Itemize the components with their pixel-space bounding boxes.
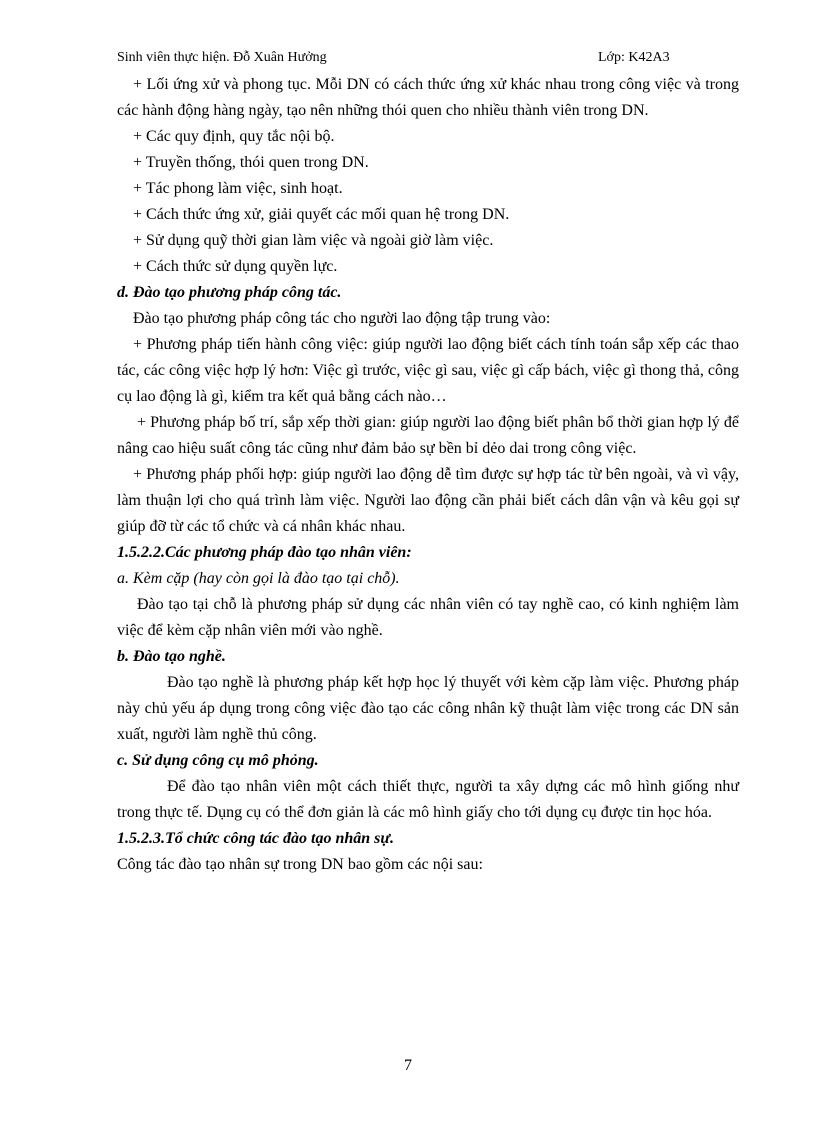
paragraph-intro-d: Đào tạo phương pháp công tác cho người lao động tập trung vào: [133,310,551,327]
page-number: 7 [404,1057,412,1074]
heading-1-5-2-3: 1.5.2.3.Tổ chức công tác đào tạo nhân sự. [117,830,394,847]
heading-d: d. Đào tạo phương pháp công tác. [117,284,342,301]
heading-b: b. Đào tạo nghề. [117,648,226,665]
paragraph-last: Công tác đào tạo nhân sự trong DN bao gồm các nội sau: [117,856,483,873]
paragraph-method-1: + Phương pháp tiến hành công việc: giúp người lao động biết cách tính toán sắp xếp các thao tác, các công việc hợp lý hơn: Việc gì trước, việc gì sau, việc gì cấp bách, việc gì thong thả, công cụ lao động là gì, kiểm tra kết quả bằng cách nào… [117,336,739,405]
list-item: + Sử dụng quỹ thời gian làm việc và ngoài giờ làm việc. [133,232,494,249]
heading-a: a. Kèm cặp (hay còn gọi là đào tạo tại chỗ). [117,570,400,587]
paragraph-customs: + Lối ứng xử và phong tục. Mỗi DN có cách thức ứng xử khác nhau trong công việc và trong các hành động hàng ngày, tạo nên những thói quen cho nhiều thành viên trong DN. [117,76,739,119]
paragraph-b: Đào tạo nghề là phương pháp kết hợp học lý thuyết với kèm cặp làm việc. Phương pháp này chủ yếu áp dụng trong công việc đào tạo các công nhân kỹ thuật làm việc trong các DN sản xuất, người làm nghề thủ công. [117,674,739,743]
list-item: + Tác phong làm việc, sinh hoạt. [133,180,343,197]
document-body [117,72,739,878]
paragraph-a: Đào tạo tại chỗ là phương pháp sử dụng các nhân viên có tay nghề cao, có kinh nghiệm làm việc để kèm cặp nhân viên mới vào nghề. [117,596,739,639]
paragraph-method-3: + Phương pháp phối hợp: giúp người lao động dễ tìm được sự hợp tác từ bên ngoài, và vì vậy, làm thuận lợi cho quá trình làm việc. Người lao động cần phải biết cách dân vận và kêu gọi sự giúp đỡ từ các tổ chức và cá nhân khác nhau. [117,466,739,535]
heading-c: c. Sử dụng công cụ mô phỏng. [117,752,319,769]
header-class: Lớp: K42A3 [598,50,670,65]
header-author: Sinh viên thực hiện. Đỗ Xuân Hưởng [117,50,327,65]
list-item: + Cách thức sử dụng quyền lực. [133,258,338,275]
page-header [117,50,739,70]
list-item: + Các quy định, quy tắc nội bộ. [133,128,335,145]
heading-1-5-2-2: 1.5.2.2.Các phương pháp đào tạo nhân viên: [117,544,412,561]
paragraph-c: Để đào tạo nhân viên một cách thiết thực, người ta xây dựng các mô hình giống như trong thực tế. Dụng cụ có thể đơn giản là các mô hình giấy cho tới dụng cụ được tin học hóa. [117,778,739,821]
list-item: + Cách thức ứng xử, giải quyết các mối quan hệ trong DN. [133,206,510,223]
paragraph-method-2: + Phương pháp bố trí, sắp xếp thời gian: giúp người lao động biết phân bổ thời gian hợp lý để nâng cao hiệu suất công tác cũng như đảm bảo sự bền bỉ dẻo dai trong công việc. [117,414,739,457]
list-item: + Truyền thống, thói quen trong DN. [133,154,369,171]
